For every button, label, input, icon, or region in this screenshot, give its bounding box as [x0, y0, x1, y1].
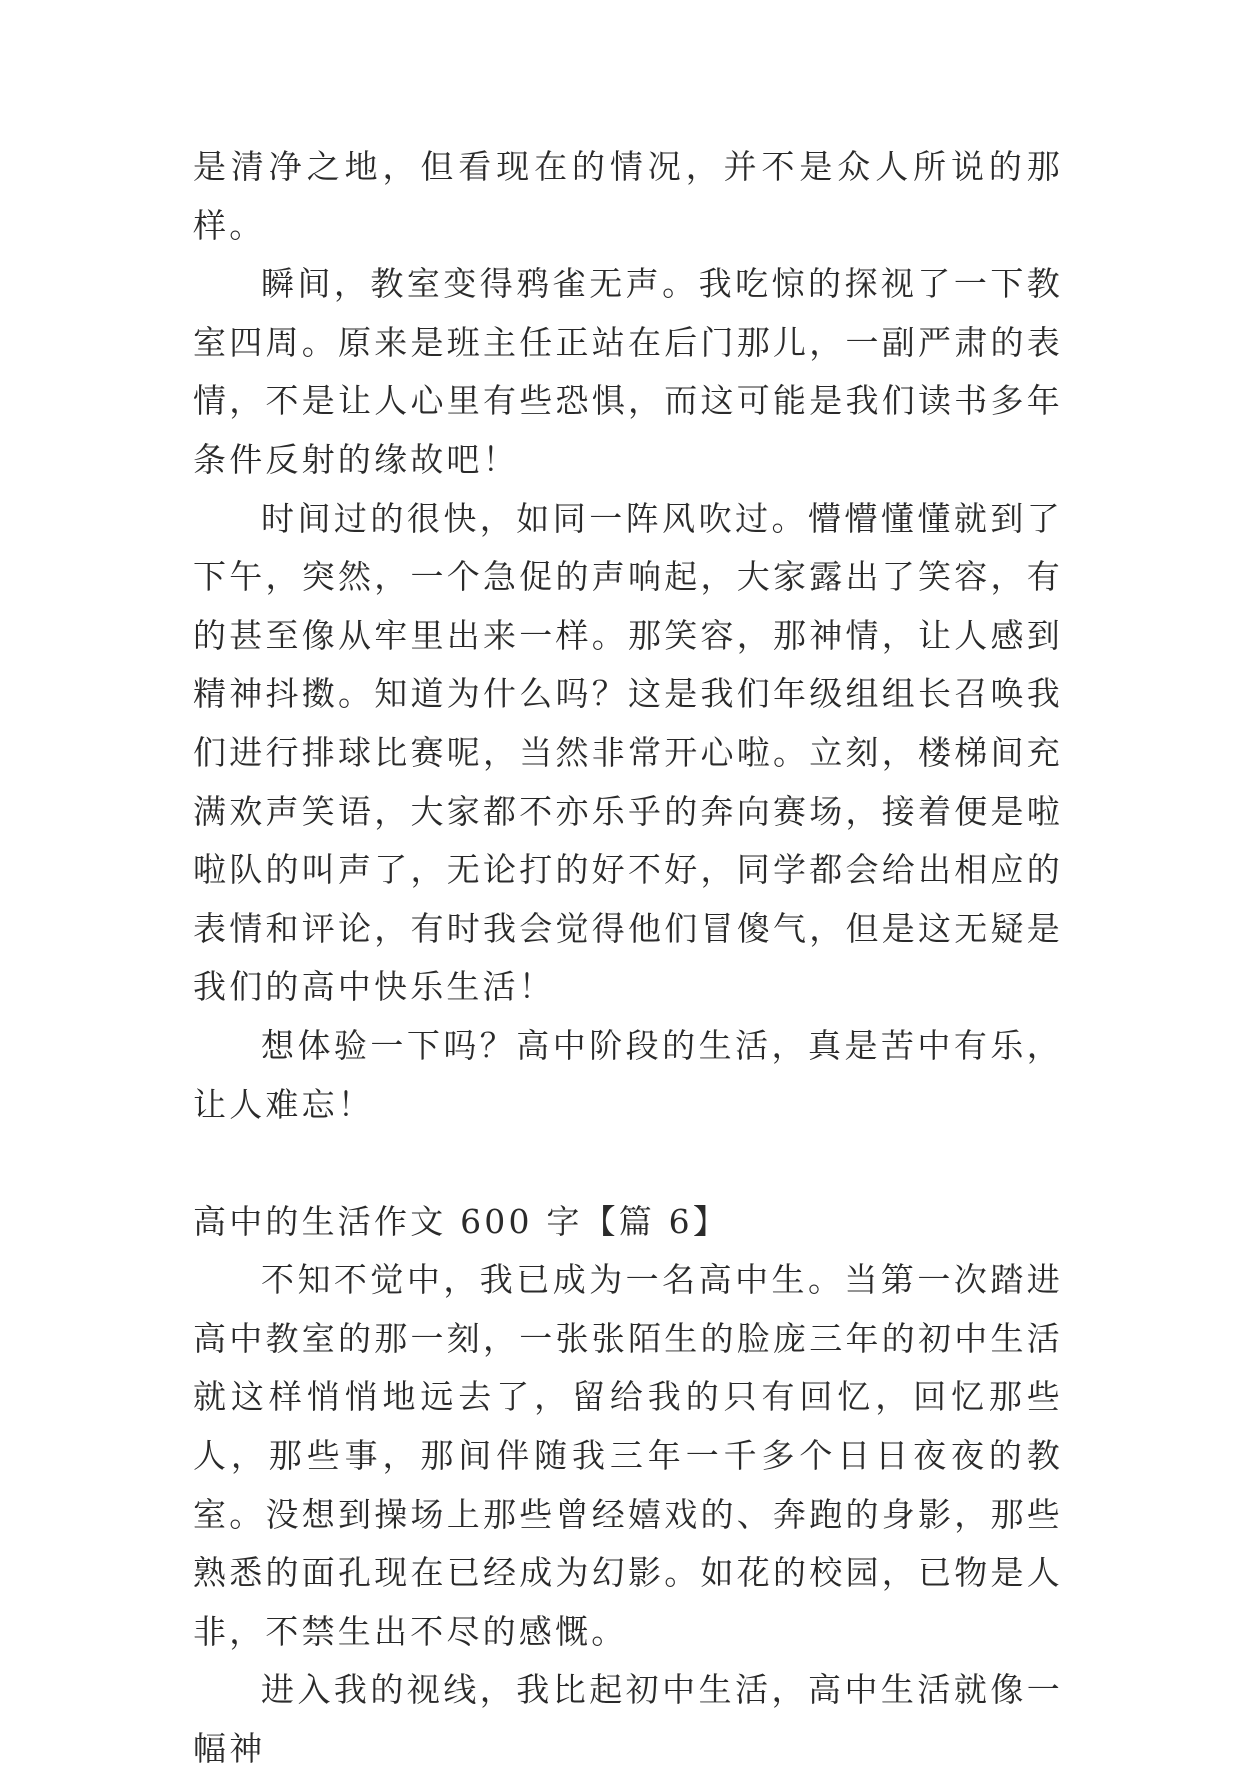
paragraph: 进入我的视线，我比起初中生活，高中生活就像一幅神 — [193, 1670, 1063, 1769]
paragraph-continuation: 是清净之地，但看现在的情况，并不是众人所说的那样。 — [193, 147, 1063, 245]
paragraph: 想体验一下吗？高中阶段的生活，真是苦中有乐，让人难忘！ — [193, 1025, 1063, 1124]
document-body — [193, 138, 1063, 1779]
blank-line — [193, 1134, 1063, 1193]
paragraph: 不知不觉中，我已成为一名高中生。当第一次踏进高中教室的那一刻，一张张陌生的脸庞三年的初中生活就这样悄悄地远去了，留给我的只有回忆，回忆那些人，那些事，那间伴随我三年一千多个日日夜夜的教室。没想到操场上那些曾经嬉戏的、奔跑的身影，那些熟悉的面孔现在已经成为幻影。如花的校园，已物是人非，不禁生出不尽的感慨。 — [193, 1260, 1063, 1651]
paragraph: 时间过的很快，如同一阵风吹过。懵懵懂懂就到了下午，突然，一个急促的声响起，大家露出了笑容，有的甚至像从牢里出来一样。那笑容，那神情，让人感到精神抖擞。知道为什么吗？这是我们年级组组长召唤我们进行排球比赛呢，当然非常开心啦。立刻，楼梯间充满欢声笑语，大家都不亦乐乎的奔向赛场，接着便是啦啦队的叫声了，无论打的好不好，同学都会给出相应的表情和评论，有时我会觉得他们冒傻气，但是这无疑是我们的高中快乐生活！ — [193, 498, 1063, 1007]
paragraph: 瞬间，教室变得鸦雀无声。我吃惊的探视了一下教室四周。原来是班主任正站在后门那儿，一副严肃的表情，不是让人心里有些恐惧，而这可能是我们读书多年条件反射的缘故吧！ — [193, 264, 1063, 479]
section-title: 高中的生活作文 600 字【篇 6】 — [193, 1201, 730, 1241]
